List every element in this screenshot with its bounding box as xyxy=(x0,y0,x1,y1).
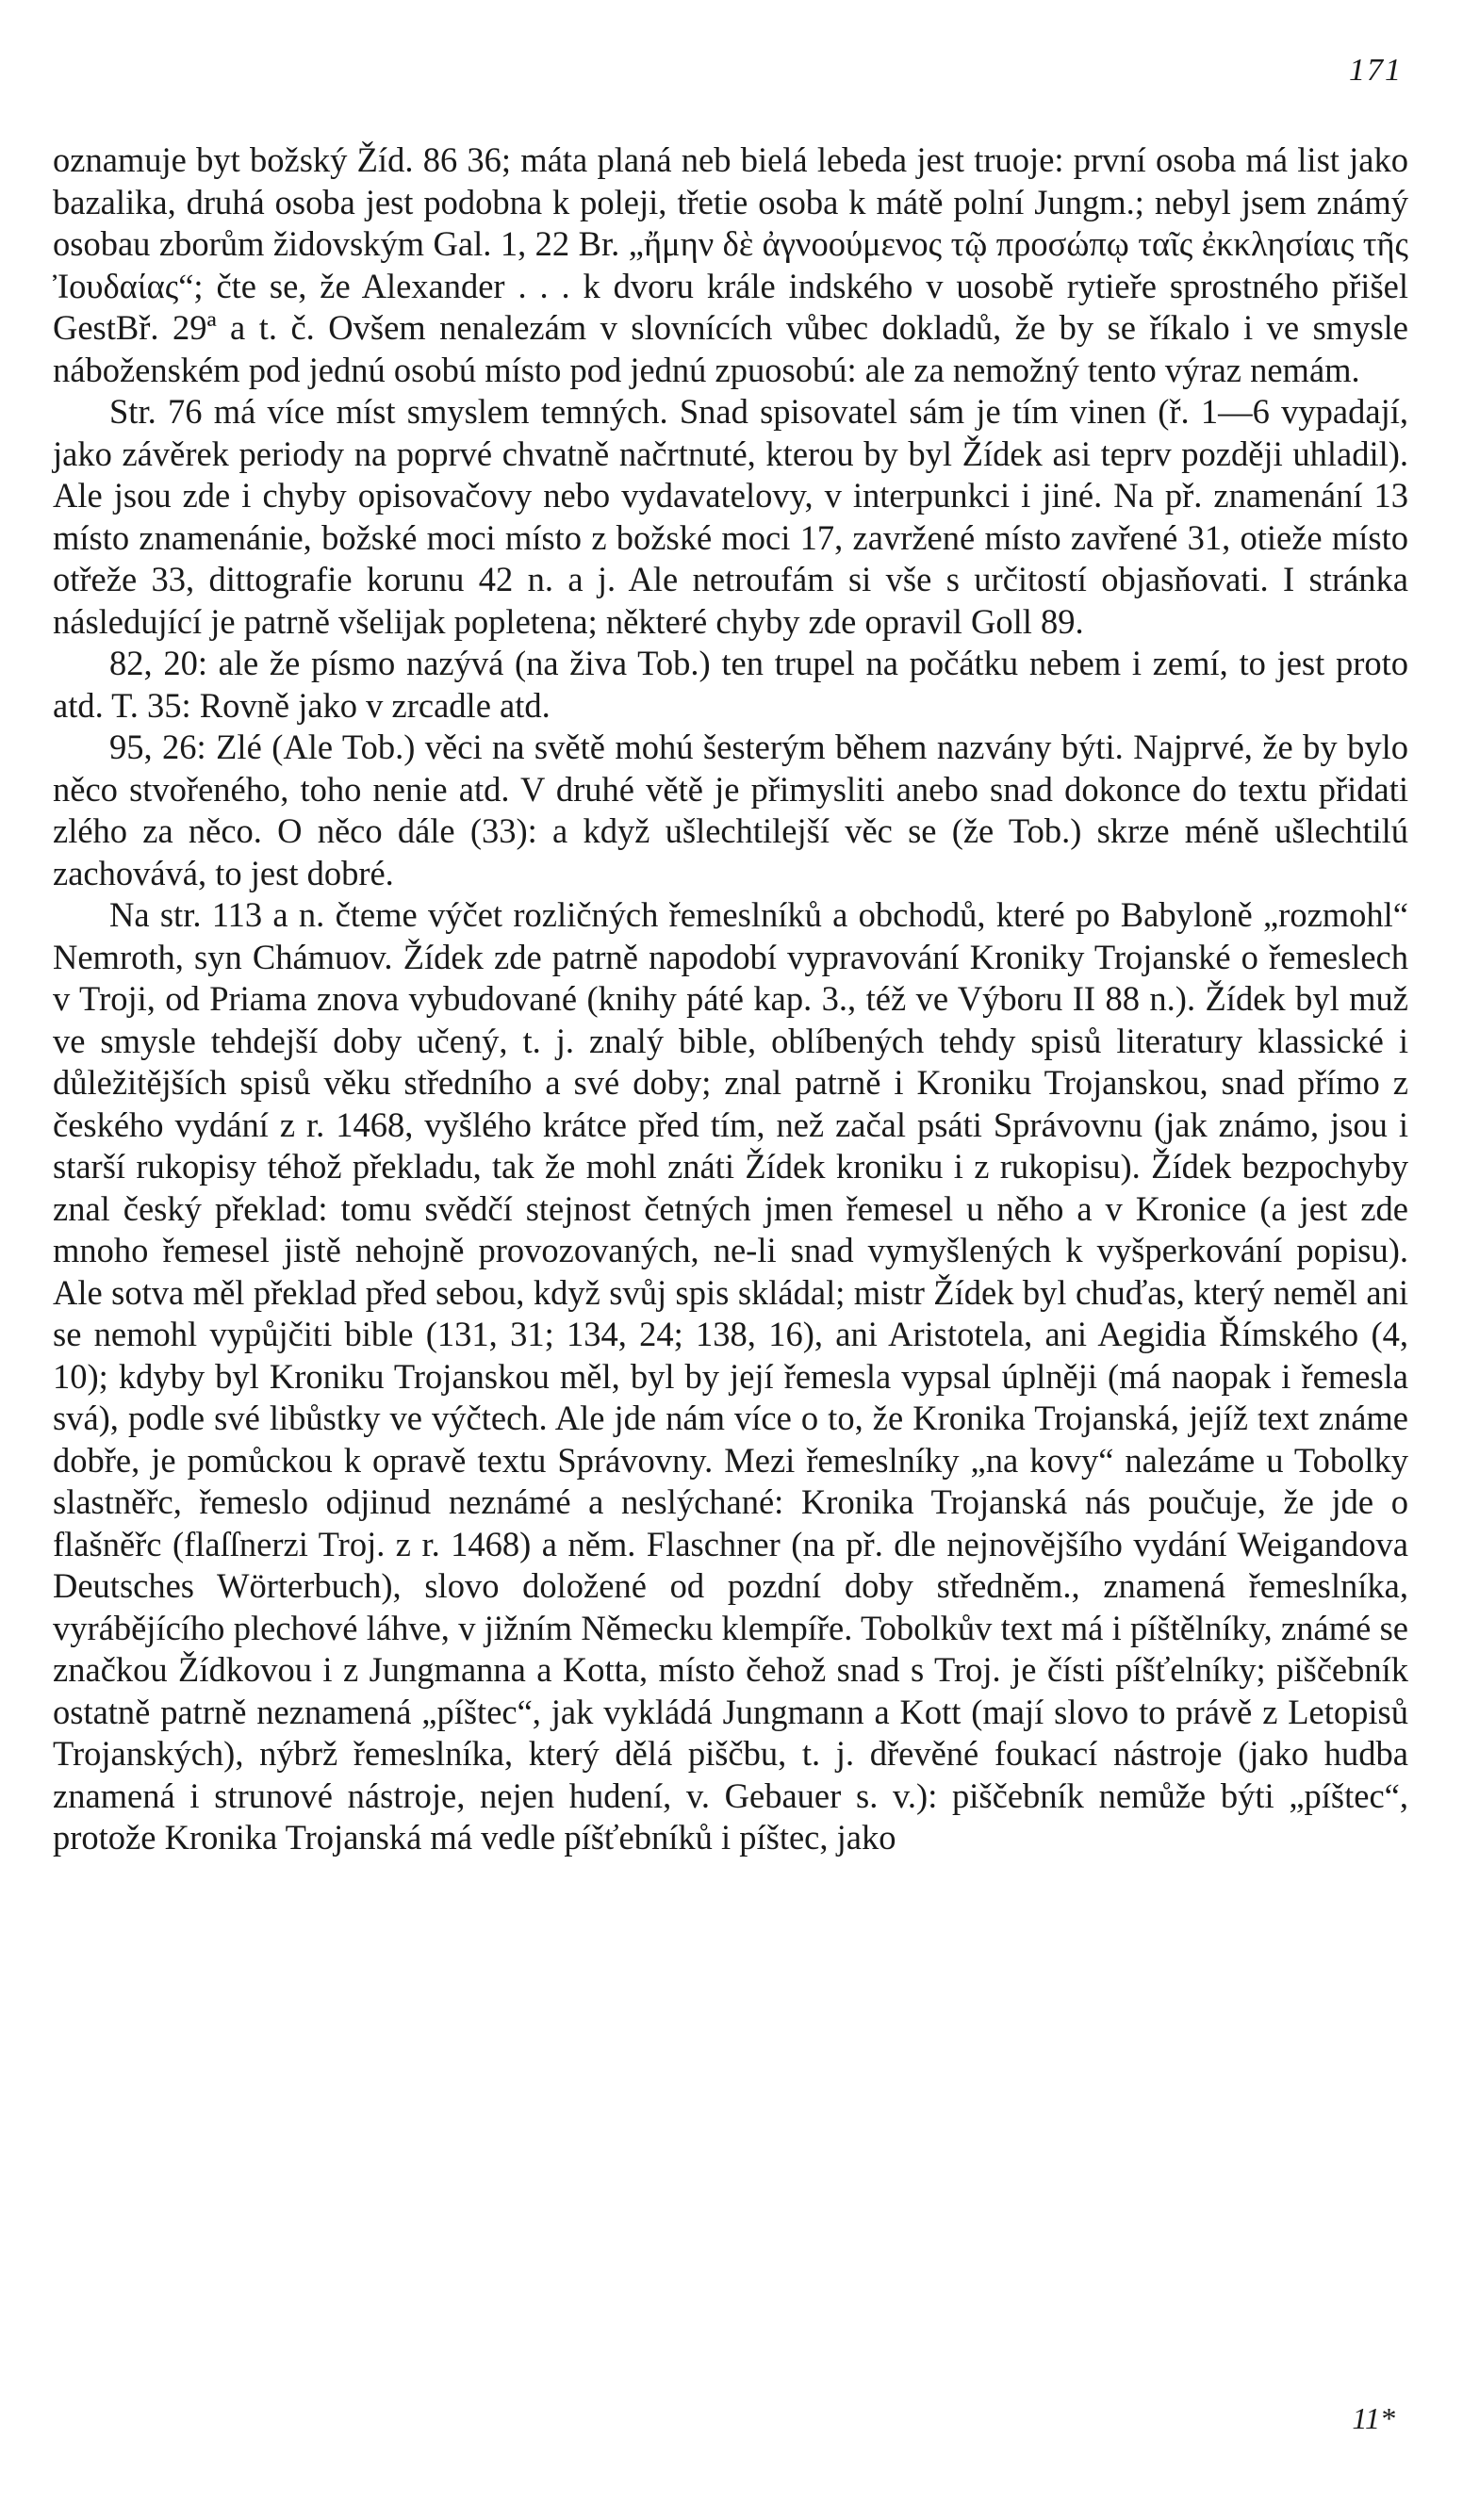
signature-mark: 11* xyxy=(1352,2401,1395,2435)
paragraph-82-20: 82, 20: ale že písmo nazývá (na živa Tob.) ten trupel na počátku nebem i zemí, to jest proto atd. T. 35: Rovně jako v zrcadle atd. xyxy=(53,644,1408,725)
paragraph-95-26: 95, 26: Zlé (Ale Tob.) věci na světě mohú šesterým během nazvány býti. Najprvé, že by bylo něco stvořeného, toho nenie atd. V druhé větě je přimysliti anebo snad dokonce do textu přidati zlého za něco. O něco dále (33): a když ušlechtilejší věc se (že Tob.) skrze méně ušlechtilú zachovává, to jest dobré. xyxy=(53,728,1408,892)
page-number: 171 xyxy=(1349,53,1403,88)
paragraph-str-113: Na str. 113 a n. čteme výčet rozličných řemeslníků a obchodů, které po Babyloně „rozmohl“ Nemroth, syn Chámuov. Žídek zde patrně napodobí vypravování Kroniky Trojanské o řemeslech v Troji, od Priama znova vybudované (knihy páté kap. 3., též ve Výboru II 88 n.). Žídek byl muž ve smysle tehdejší doby učený, t. j. znalý bible, oblíbených tehdy spisů literatury klassické i důležitějších spisů věku středního a své doby; znal patrně i Kroniku Trojanskou, snad přímo z českého vydání z r. 1468, vyšlého krátce před tím, než začal psáti Správovnu (jak známo, jsou i starší rukopisy téhož překladu, tak že mohl znáti Žídek kroniku i z rukopisu). Žídek bezpochyby znal český překlad: tomu svědčí stejnost četných jmen řemesel u něho a v Kronice (a jest zde mnoho řemesel jistě nehojně provozovaných, ne-li snad vymyšlených k vyšperkování popisu). Ale sotva měl překlad před sebou, když svůj spis skládal; mistr Žídek byl chuďas, který neměl ani se nemohl vypůjčiti bible (131, 31; 134, 24; 138, 16), ani Aristotela, ani Aegidia Římského (4, 10); kdyby byl Kroniku Trojanskou měl, byl by její řemesla vypsal úplněji (má naopak i řemesla svá), podle své libůstky ve výčtech. Ale jde nám více o to, že Kronika Trojanská, jejíž text známe dobře, je pomůckou k opravě textu Správovny. Mezi řemeslníky „na kovy“ nalezáme u Tobolky slastněřc, řemeslo odjinud neznámé a neslýchané: Kronika Trojanská nás poučuje, že jde o flašněřc (flaſſnerzi Troj. z r. 1468) a něm. Flaschner (na př. dle nejnovějšího vydání Weigandova Deutsches Wörterbuch), slovo doložené od pozdní doby středněm., znamená řemeslníka, vyrábějícího plechové láhve, v jižním Německu klempíře. Tobolkův text má i píštělníky, známé se značkou Žídkovou i z Jungmanna a Kotta, místo čehož snad s Troj. je čísti píšťelníky; piščebník ostatně patrně neznamená „píštec“, jak vykládá Jungmann a Kott (mají slovo to právě z Letopisů Trojanských), nýbrž řemeslníka, který dělá piščbu, t. j. dřevěné foukací nástroje (jako hudba znamená i strunové nástroje, nejen hudení, v. Gebauer s. v.): piščebník nemůže býti „píštec“, protože Kronika Trojanská má vedle píšťebníků i píštec, jako xyxy=(53,895,1408,1857)
body-text xyxy=(53,139,1408,1859)
paragraph-str-76: Str. 76 má více míst smyslem temných. Snad spisovatel sám je tím vinen (ř. 1—6 vypadají, jako závěrek periody na poprvé chvatně načrtnuté, kterou by byl Žídek asi teprv později uhladil). Ale jsou zde i chyby opisovačovy nebo vydavatelovy, v interpunkci i jiné. Na př. znamenání 13 místo znamenánie, božské moci místo z božské moci 17, zavržené místo zavřené 31, otieže místo otřeže 33, dittografie korunu 42 n. a j. Ale netroufám si vše s určitostí objasňovati. I stránka následující je patrně všelijak popletena; některé chyby zde opravil Goll 89. xyxy=(53,392,1408,641)
paragraph-continuation: oznamuje byt božský Žíd. 86 36; máta planá neb bielá lebeda jest truoje: první osoba má list jako bazalika, druhá osoba jest podobna k poleji, třetie osoba k mátě polní Jungm.; nebyl jsem známý osobau zborům židovským Gal. 1, 22 Br. „ἤμην δὲ ἀγνοούμενος τῷ προσώπῳ ταῖς ἐκκλησίαις τῆς Ἰουδαίας“; čte se, že Alexander . . . k dvoru krále indského v uosobě rytieře sprostného přišel GestBř. 29ª a t. č. Ovšem nenalezám v slovnících vůbec dokladů, že by se říkalo i ve smysle náboženském pod jednú osobú místo pod jednú zpuosobú: ale za nemožný tento výraz nemám. xyxy=(53,140,1408,389)
